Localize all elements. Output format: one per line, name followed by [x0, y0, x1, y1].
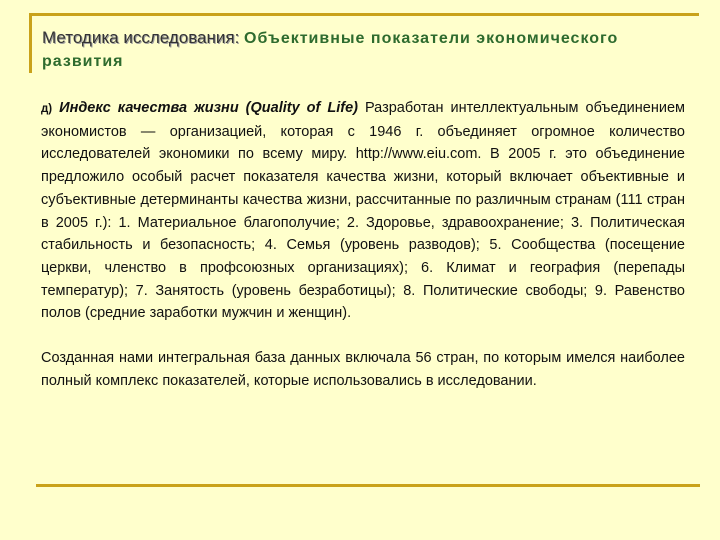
item-heading: Индекс качества жизни (Quality of Life) — [52, 100, 358, 116]
paragraph-database: Созданная нами интегральная база данных включала 56 стран, по которым имелся наиболее полный комплекс показателей, которые использовались в исследовании. — [41, 350, 685, 389]
top-divider — [29, 13, 699, 16]
title-prefix: Методика исследования: — [42, 28, 245, 47]
bottom-divider — [36, 484, 700, 487]
title-main: Объективные показатели экономического развития — [42, 30, 619, 70]
item-letter: д) — [41, 103, 53, 115]
paragraph-quality-of-life — [41, 97, 685, 325]
item-body: Разработан интеллектуальным объединением экономистов — организацией, которая с 1946 г. объединяет огромное количество исследователей экономики по всему миру. http://www.eiu.com. В 2005 г. это объединение предложило особый расчет показателя качества жизни, который включает объективные и субъективные детерминанты качества жизни, рассчитанные по различным странам (111 стран в 2005 г.): 1. Материальное благополучие; 2. Здоровье, здравоохранение; 3. Политическая стабильность и безопасность; 4. Семья (уровень разводов); 5. Сообщества (посещение церкви, членство в профсоюзных организациях); 6. Климат и география (перепады температур); 7. Занятость (уровень безработицы); 8. Политические свободы; 9. Равенство полов (средние заработки мужчин и женщин). — [41, 100, 685, 322]
slide-title — [42, 26, 682, 73]
slide-content — [41, 97, 685, 392]
left-accent-bar — [29, 13, 32, 73]
